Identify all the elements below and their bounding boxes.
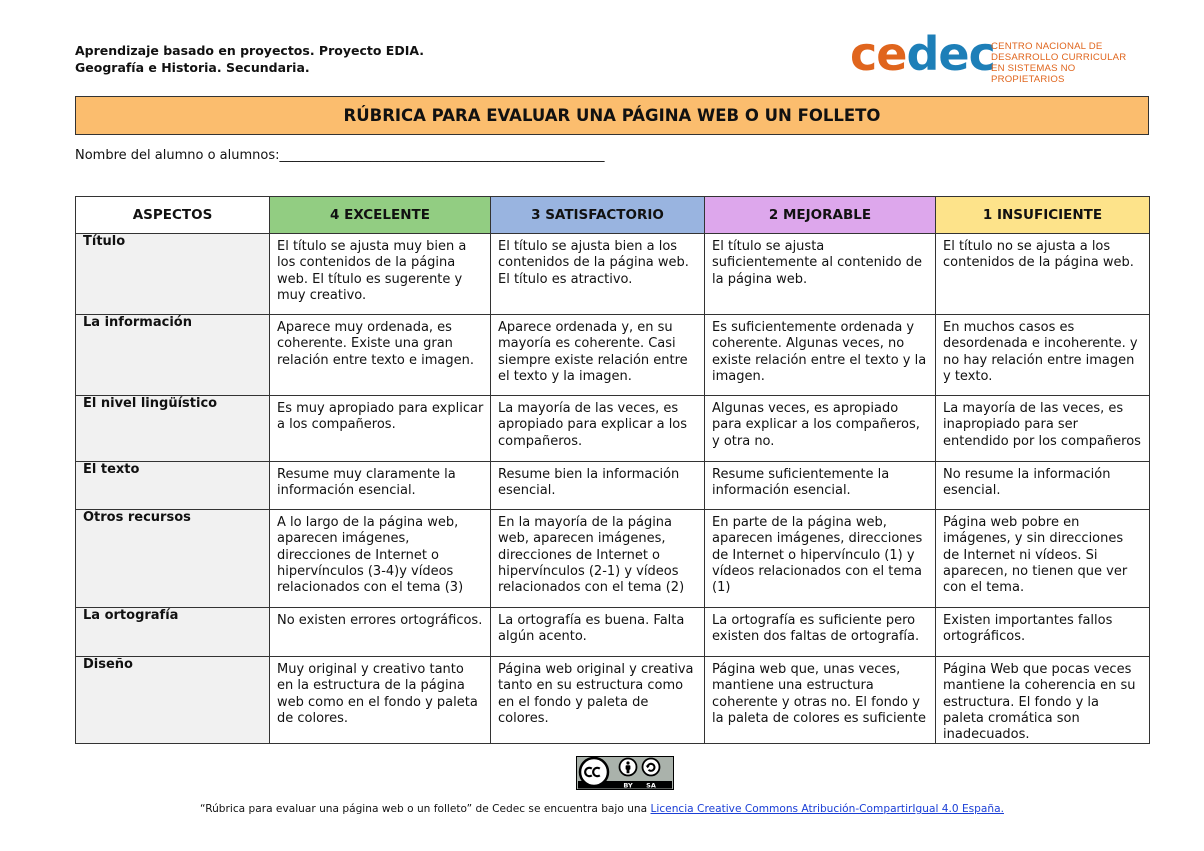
criterion-cell: Resume bien la información esencial.: [491, 462, 705, 510]
table-row: [76, 396, 1150, 462]
rubric-header-row: [76, 197, 1150, 234]
license-link[interactable]: Licencia Creative Commons Atribución-CompartirIgual 4.0 España.: [650, 803, 1004, 815]
table-row: [76, 462, 1150, 510]
header-level-1: 1 INSUFICIENTE: [936, 197, 1150, 234]
criterion-cell: El título no se ajusta a los contenidos de la página web.: [936, 234, 1150, 315]
criterion-cell: El título se ajusta bien a los contenidos de la página web. El título es atractivo.: [491, 234, 705, 315]
criterion-cell: Algunas veces, es apropiado para explicar a los compañeros, y otra no.: [705, 396, 936, 462]
criterion-cell: Aparece ordenada y, en su mayoría es coherente. Casi siempre existe relación entre el texto y la imagen.: [491, 315, 705, 396]
header-aspects: ASPECTOS: [76, 197, 270, 234]
criterion-cell: Página Web que pocas veces mantiene la coherencia en su estructura. El fondo y la paleta cromática son inadecuados.: [936, 657, 1150, 744]
table-row: [76, 234, 1150, 315]
cedec-logo-tagline: CENTRO NACIONAL DE DESARROLLO CURRICULAR EN SISTEMAS NO PROPIETARIOS: [991, 41, 1127, 85]
criterion-cell: Página web pobre en imágenes, y sin direcciones de Internet ni vídeos. Si aparecen, no tienen que ver con el tema.: [936, 510, 1150, 608]
aspect-label: Otros recursos: [76, 510, 270, 608]
table-row: [76, 608, 1150, 657]
criterion-cell: El título se ajusta suficientemente al contenido de la página web.: [705, 234, 936, 315]
criterion-cell: Resume suficientemente la información esencial.: [705, 462, 936, 510]
table-row: [76, 657, 1150, 744]
cc-icon: [580, 758, 608, 786]
cedec-logo-wordmark: cedec: [850, 27, 995, 81]
header-level-2: 2 MEJORABLE: [705, 197, 936, 234]
header-level-3: 3 SATISFACTORIO: [491, 197, 705, 234]
aspect-label: Título: [76, 234, 270, 315]
criterion-cell: Es suficientemente ordenada y coherente. Algunas veces, no existe relación entre el texto y la imagen.: [705, 315, 936, 396]
document-title: RÚBRICA PARA EVALUAR UNA PÁGINA WEB O UN FOLLETO: [75, 96, 1149, 135]
criterion-cell: En muchos casos es desordenada e incoherente. y no hay relación entre imagen y texto.: [936, 315, 1150, 396]
criterion-cell: La mayoría de las veces, es apropiado para explicar a los compañeros.: [491, 396, 705, 462]
cedec-logo: [850, 27, 1150, 85]
header-line-project: Aprendizaje basado en proyectos. Proyecto EDIA.: [75, 43, 425, 58]
aspect-label: El nivel lingüístico: [76, 396, 270, 462]
criterion-cell: La mayoría de las veces, es inapropiado para ser entendido por los compañeros: [936, 396, 1150, 462]
aspect-label: Diseño: [76, 657, 270, 744]
criterion-cell: No resume la información esencial.: [936, 462, 1150, 510]
cc-by-label: BY: [623, 781, 633, 790]
criterion-cell: Resume muy claramente la información esencial.: [270, 462, 491, 510]
criterion-cell: A lo largo de la página web, aparecen imágenes, direcciones de Internet o hipervínculos (3-4)y vídeos relacionados con el tema (3): [270, 510, 491, 608]
license-footer: [0, 803, 1204, 815]
creative-commons-badge[interactable]: [576, 756, 674, 790]
criterion-cell: El título se ajusta muy bien a los contenidos de la página web. El título es sugerente y muy creativo.: [270, 234, 491, 315]
header-line-subject: Geografía e Historia. Secundaria.: [75, 60, 310, 75]
criterion-cell: No existen errores ortográficos.: [270, 608, 491, 657]
criterion-cell: Aparece muy ordenada, es coherente. Existe una gran relación entre texto e imagen.: [270, 315, 491, 396]
table-row: [76, 315, 1150, 396]
criterion-cell: Existen importantes fallos ortográficos.: [936, 608, 1150, 657]
criterion-cell: La ortografía es buena. Falta algún acento.: [491, 608, 705, 657]
criterion-cell: Muy original y creativo tanto en la estructura de la página web como en el fondo y paleta de colores.: [270, 657, 491, 744]
criterion-cell: Página web que, unas veces, mantiene una estructura coherente y otras no. El fondo y la paleta de colores es suficiente: [705, 657, 936, 744]
cc-sa-label: SA: [646, 781, 656, 790]
criterion-cell: La ortografía es suficiente pero existen dos faltas de ortografía.: [705, 608, 936, 657]
table-row: [76, 510, 1150, 608]
criterion-cell: Página web original y creativa tanto en su estructura como en el fondo y paleta de colores.: [491, 657, 705, 744]
header-level-4: 4 EXCELENTE: [270, 197, 491, 234]
attribution-icon: [620, 759, 637, 776]
criterion-cell: En la mayoría de la página web, aparecen imágenes, direcciones de Internet o hipervínculos (2-1) y vídeos relacionados con el tema (2): [491, 510, 705, 608]
aspect-label: La ortografía: [76, 608, 270, 657]
criterion-cell: En parte de la página web, aparecen imágenes, direcciones de Internet o hipervínculo (1) y vídeos relacionados con el tema (1): [705, 510, 936, 608]
license-statement: “Rúbrica para evaluar una página web o un folleto” de Cedec se encuentra bajo una: [200, 803, 651, 815]
aspect-label: El texto: [76, 462, 270, 510]
rubric-table: [75, 196, 1150, 744]
document-header: [75, 42, 424, 76]
student-name-field: Nombre del alumno o alumnos:__________________________________________________: [75, 148, 605, 163]
aspect-label: La información: [76, 315, 270, 396]
criterion-cell: Es muy apropiado para explicar a los compañeros.: [270, 396, 491, 462]
share-alike-icon: [643, 759, 660, 776]
